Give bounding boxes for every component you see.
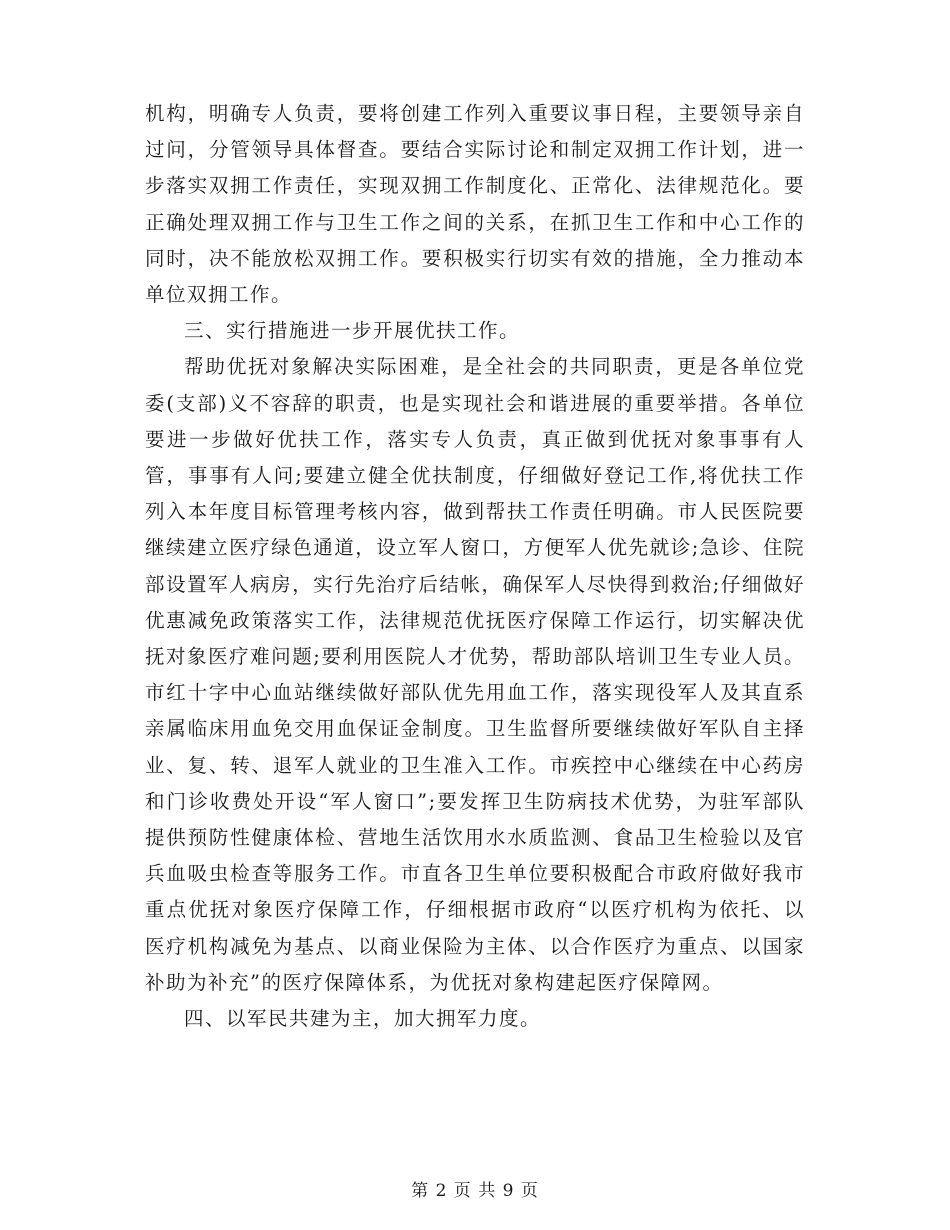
document-body (145, 96, 805, 1037)
paragraph-continuation: 机构，明确专人负责，要将创建工作列入重要议事日程，主要领导亲自过问，分管领导具体督查。要结合实际讨论和制定双拥工作计划，进一步落实双拥工作责任，实现双拥工作制度化、正常化、法律规范化。要正确处理双拥工作与卫生工作之间的关系，在抓卫生工作和中心工作的同时，决不能放松双拥工作。要积极实行切实有效的措施，全力推动本单位双拥工作。 (145, 102, 805, 307)
section-heading-four: 四、以军民共建为主，加大拥军力度。 (184, 1007, 542, 1031)
section-heading-three: 三、实行措施进一步开展优扶工作。 (184, 319, 521, 343)
paragraph-body: 帮助优抚对象解决实际困难，是全社会的共同职责，更是各单位党委(支部)义不容辞的职责，也是实现社会和谐进展的重要举措。各单位要进一步做好优扶工作，落实专人负责，真正做到优抚对象事事有人管，事事有人问;要建立健全优扶制度，仔细做好登记工作,将优扶工作列入本年度目标管理考核内容，做到帮扶工作责任明确。市人民医院要继续建立医疗绿色通道，设立军人窗口，方便军人优先就诊;急诊、住院部设置军人病房，实行先治疗后结帐，确保军人尽快得到救治;仔细做好优惠减免政策落实工作，法律规范优抚医疗保障工作运行，切实解决优抚对象医疗难问题;要利用医院人才优势，帮助部队培训卫生专业人员。市红十字中心血站继续做好部队优先用血工作，落实现役军人及其直系亲属临床用血免交用血保证金制度。卫生监督所要继续做好军队自主择业、复、转、退军人就业的卫生准入工作。市疾控中心继续在中心药房和门诊收费处开设“军人窗口”;要发挥卫生防病技术优势，为驻军部队提供预防性健康体检、营地生活饮用水水质监测、食品卫生检验以及官兵血吸虫检查等服务工作。市直各卫生单位要积极配合市政府做好我市重点优抚对象医疗保障工作，仔细根据市政府“以医疗机构为依托、以医疗机构减免为基点、以商业保险为主体、以合作医疗为重点、以国家补助为补充”的医疗保障体系，为优抚对象构建起医疗保障网。 (145, 355, 805, 994)
page-footer: 第 2 页 共 9 页 (411, 1181, 539, 1201)
